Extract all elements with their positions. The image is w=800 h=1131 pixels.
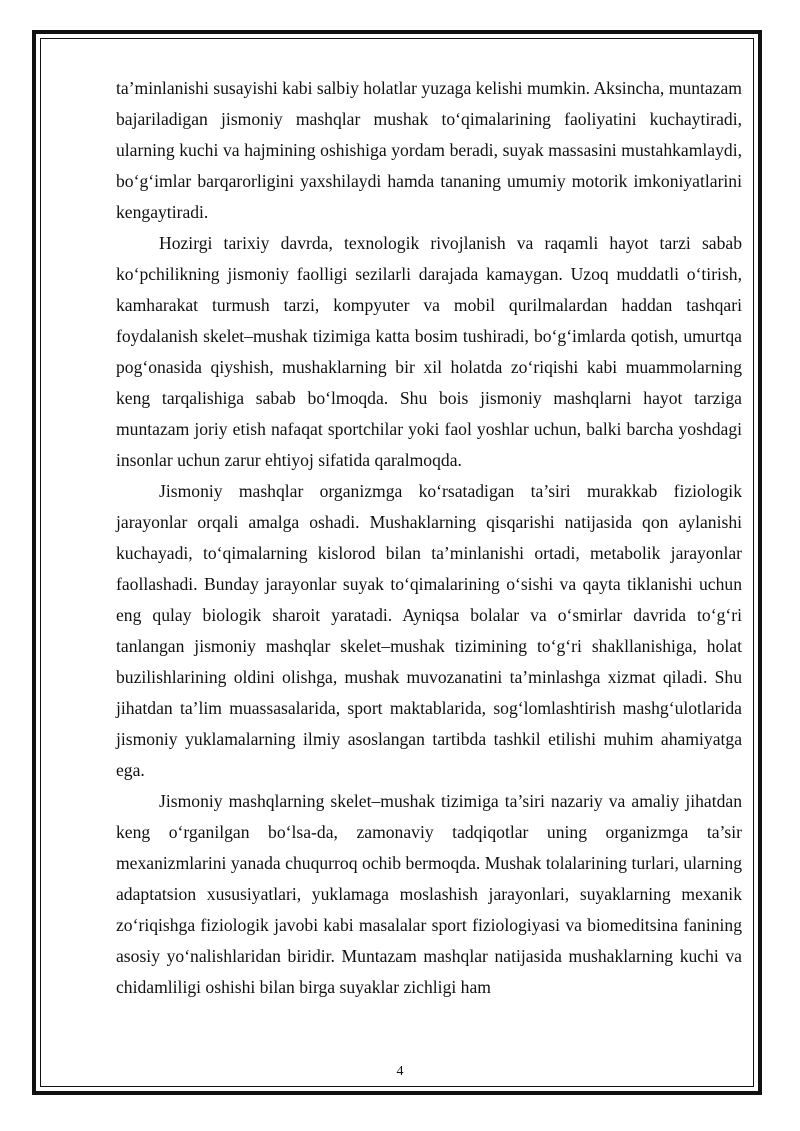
document-body — [116, 73, 742, 1003]
paragraph: ta’minlanishi susayishi kabi salbiy holatlar yuzaga kelishi mumkin. Aksincha, muntazam bajariladigan jismoniy mashqlar mushak to‘qimalarining faoliyatini kuchaytiradi, ularning kuchi va hajmining oshishiga yordam beradi, suyak massasini mustahkamlaydi, bo‘g‘imlar barqarorligini yaxshilaydi hamda tananing umumiy motorik imkoniyatlarini kengaytiradi. — [116, 78, 742, 222]
paragraph: Jismoniy mashqlar organizmga ko‘rsatadigan ta’siri murakkab fiziologik jarayonlar orqali amalga oshadi. Mushaklarning qisqarishi natijasida qon aylanishi kuchayadi, to‘qimalarning kislorod bilan ta’minlanishi ortadi, metabolik jarayonlar faollashadi. Bunday jarayonlar suyak to‘qimalarining o‘sishi va qayta tiklanishi uchun eng qulay biologik sharoit yaratadi. Ayniqsa bolalar va o‘smirlar davrida to‘g‘ri tanlangan jismoniy mashqlar skelet–mushak tizimining to‘g‘ri shakllanishiga, holat buzilishlarining oldini olishga, mushak muvozanatini ta’minlashga xizmat qiladi. Shu jihatdan ta’lim muassasalarida, sport maktablarida, sog‘lomlashtirish mashg‘ulotlarida jismoniy yuklamalarning ilmiy asoslangan tartibda tashkil etilishi muhim ahamiyatga ega. — [116, 481, 742, 780]
paragraph: Hozirgi tarixiy davrda, texnologik rivojlanish va raqamli hayot tarzi sabab ko‘pchilikning jismoniy faolligi sezilarli darajada kamaygan. Uzoq muddatli o‘tirish, kamharakat turmush tarzi, kompyuter va mobil qurilmalardan haddan tashqari foydalanish skelet–mushak tizimiga katta bosim tushiradi, bo‘g‘imlarda qotish, umurtqa pog‘onasida qiyshish, mushaklarning bir xil holatda zo‘riqishi kabi muammolarning keng tarqalishiga sabab bo‘lmoqda. Shu bois jismoniy mashqlarni hayot tarziga muntazam joriy etish nafaqat sportchilar yoki faol yoshlar uchun, balki barcha yoshdagi insonlar uchun zarur ehtiyoj sifatida qaralmoqda. — [116, 233, 742, 470]
paragraph: Jismoniy mashqlarning skelet–mushak tizimiga ta’siri nazariy va amaliy jihatdan keng o‘rganilgan bo‘lsa-da, zamonaviy tadqiqotlar uning organizmga ta’sir mexanizmlarini yanada chuqurroq ochib bermoqda. Mushak tolalarining turlari, ularning adaptatsion xususiyatlari, yuklamaga moslashish jarayonlari, suyaklarning mexanik zo‘riqishga fiziologik javobi kabi masalalar sport fiziologiyasi va biomeditsina fanining asosiy yo‘nalishlaridan biridir. Muntazam mashqlar natijasida mushaklarning kuchi va chidamliligi oshishi bilan birga suyaklar zichligi ham — [116, 791, 742, 997]
page-number: 4 — [396, 1064, 404, 1079]
